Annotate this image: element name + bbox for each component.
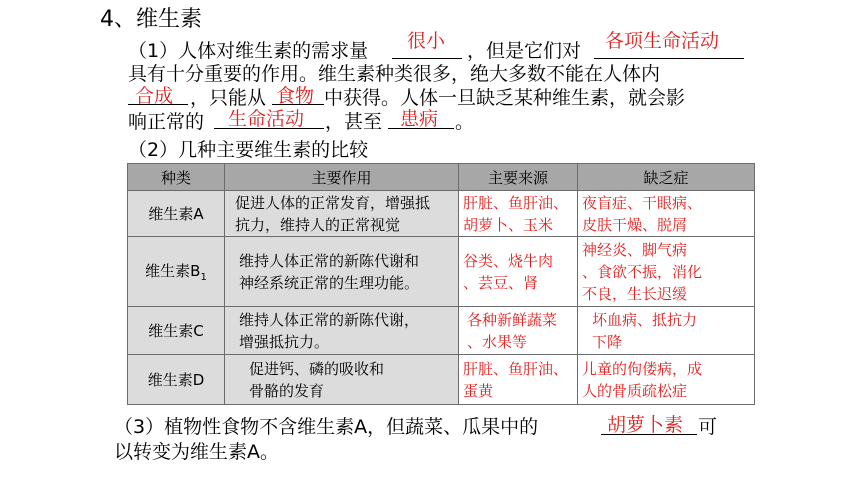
header-deficiency: 缺乏症 — [578, 164, 755, 191]
row-c-effect-line-2: 增强抵抗力。 — [239, 332, 330, 351]
header-effect: 主要作用 — [225, 164, 459, 191]
row-b1-effect-line-1: 维持人体正常的新陈代谢和 — [239, 251, 420, 270]
row-b1-kind — [128, 237, 225, 307]
row-c-source-line-1: 各种新鲜蔬菜 — [467, 310, 558, 329]
q3-line-2: 以转变为维生素A。 — [114, 441, 279, 463]
row-c-source-line-2: 、水果等 — [467, 332, 528, 351]
row-b1-kind-subscript: 1 — [200, 272, 207, 283]
answer-4: 食物 — [276, 85, 315, 107]
table-row — [128, 307, 755, 355]
row-d-deficiency — [578, 355, 755, 405]
answer-2: 各项生命活动 — [605, 30, 720, 52]
row-d-effect — [225, 355, 459, 405]
row-a-kind: 维生素A — [128, 191, 225, 237]
vitamin-comparison-table — [127, 163, 755, 405]
answer-5: 生命活动 — [228, 108, 305, 130]
row-a-deficiency — [578, 191, 755, 237]
row-b1-effect — [225, 237, 459, 307]
row-a-source-line-1: 肝脏、鱼肝油、 — [463, 193, 569, 212]
row-c-source — [459, 307, 578, 355]
row-a-effect-line-1: 促进人体的正常发育，增强抵 — [235, 193, 431, 212]
section-title: 4、维生素 — [100, 7, 202, 32]
row-c-deficiency-line-1: 坏血病、抵抗力 — [592, 310, 698, 329]
row-c-deficiency-line-2: 下降 — [592, 332, 623, 351]
row-d-effect-line-2: 骨骼的发育 — [249, 381, 325, 400]
answer-6: 患病 — [400, 108, 439, 130]
row-d-effect-line-1: 促进钙、磷的吸收和 — [249, 359, 385, 378]
table-row — [128, 237, 755, 307]
row-b1-source-line-1: 谷类、烧牛肉 — [463, 251, 554, 270]
row-d-source-line-1: 肝脏、鱼肝油、 — [463, 359, 569, 378]
q1-line-4-prefix: 响正常的 — [128, 111, 205, 133]
q1-line-4-mid: ，甚至 — [325, 111, 383, 133]
row-d-deficiency-line-2: 人的骨质疏松症 — [582, 381, 688, 400]
q3-line-1-prefix: （3）植物性食物不含维生素A，但蔬菜、瓜果中的 — [114, 416, 539, 438]
row-b1-kind-label: 维生素B — [145, 262, 201, 280]
q2-heading: （2）几种主要维生素的比较 — [128, 139, 369, 161]
row-b1-deficiency-line-2: 、食欲不振，消化 — [582, 262, 703, 281]
row-a-source — [459, 191, 578, 237]
row-c-kind: 维生素C — [128, 307, 225, 355]
table-row — [128, 191, 755, 237]
q1-line-1-mid: ，但是它们对 — [467, 40, 582, 62]
row-b1-deficiency-line-3: 不良，生长迟缓 — [582, 284, 688, 303]
answer-1: 很小 — [407, 30, 446, 52]
row-b1-effect-line-2: 神经系统正常的生理功能。 — [239, 273, 420, 292]
row-b1-source — [459, 237, 578, 307]
row-a-source-line-2: 胡萝卜、玉米 — [463, 215, 554, 234]
header-kind: 种类 — [128, 164, 225, 191]
row-a-effect-line-2: 抗力，维持人的正常视觉 — [235, 215, 401, 234]
row-d-source — [459, 355, 578, 405]
q1-line-2: 具有十分重要的作用。维生素种类很多，绝大多数不能在人体内 — [128, 63, 661, 85]
answer-3: 合成 — [135, 85, 174, 107]
q1-line-1-prefix: （1）人体对维生素的需求量 — [128, 40, 369, 62]
header-source: 主要来源 — [459, 164, 578, 191]
answer-7: 胡萝卜素 — [607, 414, 684, 436]
row-c-deficiency — [578, 307, 755, 355]
row-c-effect — [225, 307, 459, 355]
row-b1-deficiency — [578, 237, 755, 307]
q1-line-3-mid-b: 中获得。人体一旦缺乏某种维生素，就会影 — [324, 87, 686, 109]
row-b1-deficiency-line-1: 神经炎、脚气病 — [582, 240, 688, 259]
table-row — [128, 355, 755, 405]
q1-line-4-end: 。 — [455, 111, 475, 133]
q3-line-1-suffix: 可 — [698, 416, 718, 438]
row-a-effect — [225, 191, 459, 237]
q1-line-3-mid-a: ，只能从 — [190, 87, 267, 109]
row-d-source-line-2: 蛋黄 — [463, 381, 494, 400]
row-a-deficiency-line-2: 皮肤干燥、脱屑 — [582, 215, 688, 234]
row-d-kind: 维生素D — [128, 355, 225, 405]
row-a-deficiency-line-1: 夜盲症、干眼病、 — [582, 193, 703, 212]
row-b1-source-line-2: 、芸豆、肾 — [463, 273, 539, 292]
row-d-deficiency-line-1: 儿童的佝偻病，成 — [582, 359, 703, 378]
table-header-row — [128, 164, 755, 191]
row-c-effect-line-1: 维持人体正常的新陈代谢， — [239, 310, 420, 329]
